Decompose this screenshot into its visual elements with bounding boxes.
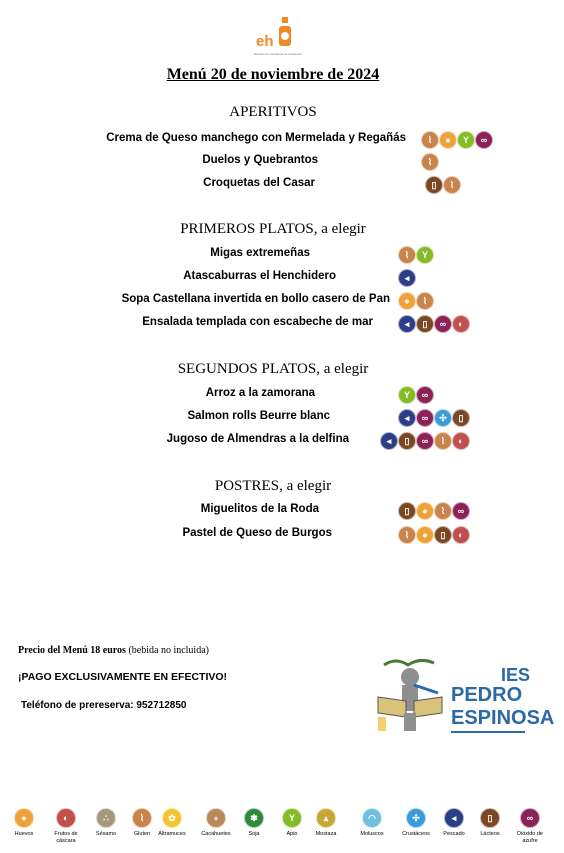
dish-name: Salmon rolls Beurre blanc (187, 410, 330, 422)
dish-name: Migas extremeñas (210, 247, 310, 259)
huevos-allergen-icon: ● (398, 292, 416, 310)
sulfito-allergen-icon: ∞ (452, 502, 470, 520)
cacah-allergen-icon: ∘ (206, 808, 226, 828)
legend-label: Pescado (443, 831, 465, 837)
legend-item-molus (352, 808, 392, 838)
sulfito-allergen-icon: ∞ (416, 409, 434, 427)
huevos-allergen-icon: ● (416, 526, 434, 544)
section-heading: APERITIVOS (229, 104, 317, 120)
apio-allergen-icon: Y (398, 386, 416, 404)
dish-name: Crema de Queso manchego con Mermelada y Regañás (106, 132, 406, 144)
legend-label: Moluscos (360, 831, 384, 837)
school-underline (451, 731, 525, 733)
price-note: (bebida no incluida) (125, 645, 209, 656)
legend-label: Cacahuetes (201, 831, 231, 837)
legend-item-sulfito (510, 808, 550, 845)
frutos-allergen-icon: ◐ (452, 432, 470, 450)
sesamo-allergen-icon: ∴ (96, 808, 116, 828)
huevos-allergen-icon: ● (14, 808, 34, 828)
huevos-allergen-icon: ● (439, 131, 457, 149)
dish-name: Ensalada templada con escabeche de mar (142, 316, 373, 328)
legend-label: Sésamo (95, 831, 117, 837)
school-logo-eha (252, 14, 310, 58)
pescado-allergen-icon: ◂ (444, 808, 464, 828)
dish-name: Croquetas del Casar (203, 177, 315, 189)
lacteos-allergen-icon: ▯ (398, 502, 416, 520)
sulfito-allergen-icon: ∞ (416, 386, 434, 404)
gluten-allergen-icon: ⌇ (398, 246, 416, 264)
gluten-allergen-icon: ⌇ (132, 808, 152, 828)
apio-allergen-icon: Y (416, 246, 434, 264)
legend-label: Dióxido de azufre (517, 831, 543, 844)
price-bold: Precio del Menú 18 euros (18, 645, 126, 656)
gluten-allergen-icon: ⌇ (416, 292, 434, 310)
dish-name: Pastel de Queso de Burgos (182, 527, 332, 539)
school-emblem-icon (376, 655, 446, 735)
svg-text:eh: eh (256, 33, 274, 50)
dish-name: Jugoso de Almendras a la delfina (166, 433, 349, 445)
legend-label: Mostaza (315, 831, 337, 837)
frutos-allergen-icon: ◐ (452, 315, 470, 333)
mostaza-allergen-icon: ▴ (316, 808, 336, 828)
frutos-allergen-icon: ◐ (452, 526, 470, 544)
payment-notice: ¡PAGO EXCLUSIVAMENTE EN EFECTIVO! (18, 671, 228, 683)
legend-item-sesamo (86, 808, 126, 838)
legend-label: Frutos de cáscara (54, 831, 78, 844)
school-name-line3: ESPINOSA (451, 707, 555, 729)
school-name-line2: PEDRO (451, 684, 523, 706)
crust-allergen-icon: ✣ (406, 808, 426, 828)
dish-name: Arroz a la zamorana (205, 387, 315, 399)
ies-pedro-espinosa-logo (376, 655, 555, 735)
section-heading: SEGUNDOS PLATOS, a elegir (177, 361, 369, 377)
sulfito-allergen-icon: ∞ (434, 315, 452, 333)
sulfito-allergen-icon: ∞ (520, 808, 540, 828)
dish-name: Miguelitos de la Roda (200, 503, 319, 515)
sulfito-allergen-icon: ∞ (475, 131, 493, 149)
legend-label: Lácteos (480, 831, 500, 837)
pescado-allergen-icon: ◂ (398, 269, 416, 287)
price-line (18, 645, 209, 656)
legend-label: Gluten (133, 831, 151, 837)
legend-item-lacteos (470, 808, 510, 838)
molus-allergen-icon: ◠ (362, 808, 382, 828)
lacteos-allergen-icon: ▯ (425, 176, 443, 194)
lacteos-allergen-icon: ▯ (416, 315, 434, 333)
legend-item-huevos (4, 808, 44, 838)
logo-caption: Escuela de Hostelería de Antequera (254, 52, 303, 56)
gluten-allergen-icon: ⌇ (434, 502, 452, 520)
legend-label: Altramuces (158, 831, 186, 837)
apio-allergen-icon: Y (457, 131, 475, 149)
legend-item-mostaza (306, 808, 346, 838)
pescado-allergen-icon: ◂ (398, 409, 416, 427)
gluten-allergen-icon: ⌇ (398, 526, 416, 544)
frutos-allergen-icon: ◐ (56, 808, 76, 828)
gluten-allergen-icon: ⌇ (421, 153, 439, 171)
legend-item-pescado (434, 808, 474, 838)
school-name-line1: IES (501, 665, 531, 685)
legend-item-frutos (46, 808, 86, 845)
pescado-allergen-icon: ◂ (398, 315, 416, 333)
menu-title: Menú 20 de noviembre de 2024 (166, 66, 380, 83)
legend-label: Soja (248, 831, 260, 837)
dish-name: Duelos y Quebrantos (202, 154, 318, 166)
lacteos-allergen-icon: ▯ (434, 526, 452, 544)
altra-allergen-icon: ✿ (162, 808, 182, 828)
dish-name: Sopa Castellana invertida en bollo casero de Pan (121, 293, 390, 305)
dish-name: Atascaburras el Henchidero (183, 270, 336, 282)
pescado-allergen-icon: ◂ (380, 432, 398, 450)
legend-item-soja (234, 808, 274, 838)
legend-item-altra (152, 808, 192, 838)
section-heading: POSTRES, a elegir (214, 478, 332, 494)
legend-item-cacah (196, 808, 236, 838)
sulfito-allergen-icon: ∞ (416, 432, 434, 450)
crust-allergen-icon: ✣ (434, 409, 452, 427)
phone-line: Teléfono de prereserva: 952712850 (21, 700, 187, 711)
soja-allergen-icon: ✾ (244, 808, 264, 828)
section-heading: PRIMEROS PLATOS, a elegir (180, 221, 366, 237)
lacteos-allergen-icon: ▯ (398, 432, 416, 450)
lacteos-allergen-icon: ▯ (480, 808, 500, 828)
legend-item-crust (396, 808, 436, 838)
legend-label: Crustáceos (402, 831, 430, 837)
gluten-allergen-icon: ⌇ (434, 432, 452, 450)
gluten-allergen-icon: ⌇ (421, 131, 439, 149)
legend-label: Apio (286, 831, 298, 837)
gluten-allergen-icon: ⌇ (443, 176, 461, 194)
legend-label: Huevos (14, 831, 34, 837)
lacteos-allergen-icon: ▯ (452, 409, 470, 427)
apio-allergen-icon: Y (282, 808, 302, 828)
huevos-allergen-icon: ● (416, 502, 434, 520)
